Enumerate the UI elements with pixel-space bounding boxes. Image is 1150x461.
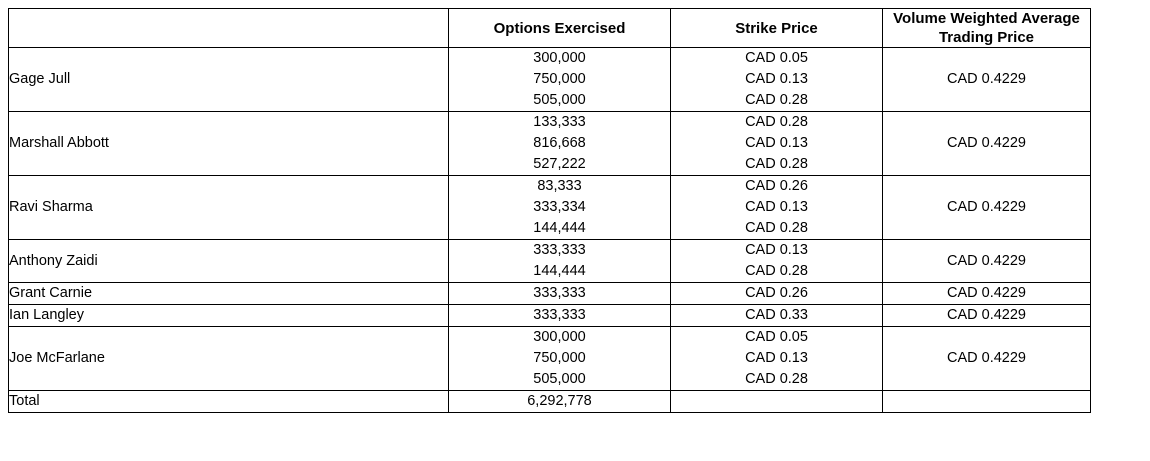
cell-strike-price <box>671 112 883 176</box>
strike-value: CAD 0.28 <box>745 92 808 108</box>
cell-vwap: CAD 0.4229 <box>883 112 1091 176</box>
cell-strike-price <box>671 305 883 327</box>
cell-holder-name: Joe McFarlane <box>9 327 449 391</box>
options-value: 144,444 <box>533 220 586 236</box>
cell-vwap: CAD 0.4229 <box>883 176 1091 240</box>
options-value: 144,444 <box>533 263 586 279</box>
table-row <box>9 48 1091 112</box>
options-value: 300,000 <box>533 329 586 345</box>
cell-holder-name: Gage Jull <box>9 48 449 112</box>
options-value: 816,668 <box>533 135 586 151</box>
strike-value: CAD 0.13 <box>745 350 808 366</box>
options-value: 333,333 <box>533 242 586 258</box>
cell-vwap: CAD 0.4229 <box>883 48 1091 112</box>
table-row <box>9 305 1091 327</box>
column-header-vwap: Volume Weighted Average Trading Price <box>883 9 1091 48</box>
cell-vwap: CAD 0.4229 <box>883 305 1091 327</box>
strike-value: CAD 0.05 <box>745 329 808 345</box>
options-value: 505,000 <box>533 92 586 108</box>
options-value: 750,000 <box>533 71 586 87</box>
strike-value: CAD 0.28 <box>745 263 808 279</box>
cell-total-label: Total <box>9 391 449 413</box>
cell-vwap: CAD 0.4229 <box>883 283 1091 305</box>
options-value: 750,000 <box>533 350 586 366</box>
cell-strike-price <box>671 240 883 283</box>
cell-holder-name: Marshall Abbott <box>9 112 449 176</box>
cell-strike-price <box>671 48 883 112</box>
strike-value: CAD 0.26 <box>745 285 808 301</box>
cell-options-exercised <box>449 327 671 391</box>
strike-value: CAD 0.13 <box>745 199 808 215</box>
options-value: 300,000 <box>533 50 586 66</box>
cell-options-exercised <box>449 112 671 176</box>
options-exercised-table <box>8 8 1091 413</box>
cell-holder-name: Anthony Zaidi <box>9 240 449 283</box>
table-row <box>9 176 1091 240</box>
table-body <box>9 48 1091 413</box>
strike-value: CAD 0.13 <box>745 135 808 151</box>
cell-options-exercised <box>449 176 671 240</box>
cell-options-exercised <box>449 48 671 112</box>
table-row <box>9 327 1091 391</box>
strike-value: CAD 0.28 <box>745 156 808 172</box>
cell-strike-price <box>671 283 883 305</box>
cell-total-vwap <box>883 391 1091 413</box>
cell-holder-name: Ian Langley <box>9 305 449 327</box>
column-header-name <box>9 9 449 48</box>
cell-options-exercised <box>449 283 671 305</box>
cell-options-exercised <box>449 305 671 327</box>
strike-value: CAD 0.28 <box>745 371 808 387</box>
options-value: 527,222 <box>533 156 586 172</box>
table-row <box>9 240 1091 283</box>
strike-value: CAD 0.26 <box>745 178 808 194</box>
table-header-row <box>9 9 1091 48</box>
cell-strike-price <box>671 327 883 391</box>
cell-total-options: 6,292,778 <box>449 391 671 413</box>
strike-value: CAD 0.33 <box>745 307 808 323</box>
cell-vwap: CAD 0.4229 <box>883 327 1091 391</box>
cell-options-exercised <box>449 240 671 283</box>
strike-value: CAD 0.28 <box>745 114 808 130</box>
cell-vwap: CAD 0.4229 <box>883 240 1091 283</box>
strike-value: CAD 0.05 <box>745 50 808 66</box>
table-total-row <box>9 391 1091 413</box>
column-header-strike-price: Strike Price <box>671 9 883 48</box>
cell-holder-name: Ravi Sharma <box>9 176 449 240</box>
options-value: 333,333 <box>533 285 586 301</box>
column-header-options-exercised: Options Exercised <box>449 9 671 48</box>
options-value: 333,333 <box>533 307 586 323</box>
table-row <box>9 112 1091 176</box>
strike-value: CAD 0.28 <box>745 220 808 236</box>
cell-holder-name: Grant Carnie <box>9 283 449 305</box>
strike-value: CAD 0.13 <box>745 71 808 87</box>
table-header <box>9 9 1091 48</box>
options-value: 505,000 <box>533 371 586 387</box>
table-row <box>9 283 1091 305</box>
cell-total-strike <box>671 391 883 413</box>
options-value: 133,333 <box>533 114 586 130</box>
strike-value: CAD 0.13 <box>745 242 808 258</box>
options-value: 333,334 <box>533 199 586 215</box>
options-value: 83,333 <box>537 178 582 194</box>
cell-strike-price <box>671 176 883 240</box>
